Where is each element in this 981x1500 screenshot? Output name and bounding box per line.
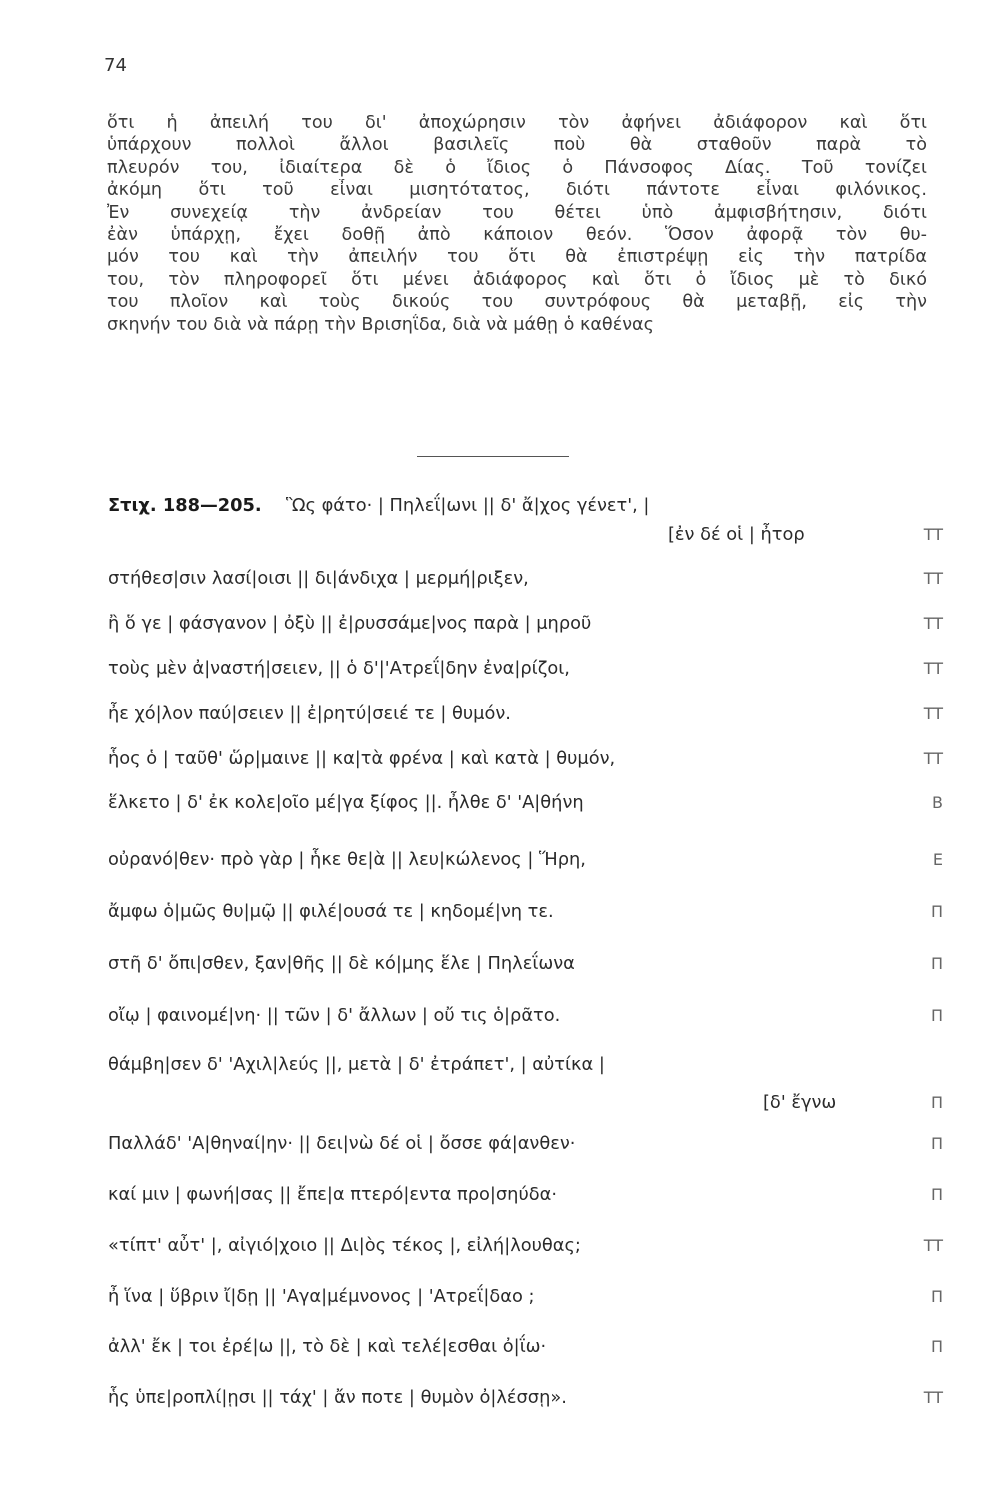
meter-mark: TT <box>923 659 943 678</box>
meter-mark: Π <box>930 902 943 921</box>
meter-mark: TT <box>923 1236 943 1255</box>
meter-mark: B <box>932 793 943 812</box>
verse-line <box>108 1001 943 1031</box>
verse-text: καί μιν | φωνή|σας || ἔπε|α πτερό|εντα προ|σηύδα· <box>108 1184 557 1205</box>
verse-text: [δ' ἔγνω <box>763 1092 837 1113</box>
prose-line: μόν του καὶ τὴν ἀπειλήν του ὅτι θὰ ἐπιστρέψῃ εἰς τὴν πατρίδα <box>107 247 927 268</box>
prose-line: του, τὸν πληροφορεῖ ὅτι μένει ἀδιάφορος καὶ ὅτι ὁ ἴδιος μὲ τὸ δικό <box>107 269 927 290</box>
verse-text: ἀλλ' ἔκ | τοι ἐρέ|ω ||, τὸ δὲ | καὶ τελέ|εσθαι ὀ|ΐω· <box>108 1336 547 1357</box>
prose-line: Ἐν συνεχείᾳ τὴν ἀνδρείαν του θέτει ὑπὸ ἀμφισβήτησιν, διότι <box>107 202 927 223</box>
meter-mark: TT <box>923 704 943 723</box>
verse-line <box>108 1050 943 1080</box>
verse-text: τοὺς μὲν ἀ|ναστή|σειεν, || ὁ δ'|'Ατρεΐ|δην ἐνα|ρίζοι, <box>108 658 570 679</box>
verse-line <box>108 491 943 521</box>
meter-mark: Π <box>930 1287 943 1306</box>
prose-line: ὑπάρχουν πολλοὶ ἄλλοι βασιλεῖς ποὺ θὰ σταθοῦν παρὰ τὸ <box>107 135 927 156</box>
verse-text: Ὣς φάτο· | Πηλεΐ|ωνι || δ' ἄ|χος γένετ', | <box>286 495 650 516</box>
verse-section <box>108 0 943 1500</box>
verse-line <box>108 1383 943 1413</box>
prose-line: του πλοῖον καὶ τοὺς δικούς του συντρόφους θὰ μεταβῇ, εἰς τὴν <box>107 292 927 313</box>
verse-line <box>108 845 943 875</box>
verse-line <box>108 609 943 639</box>
verse-line <box>108 1231 943 1261</box>
verse-text: ἦε χό|λον παύ|σειεν || ἐ|ρητύ|σειέ τε | θυμόν. <box>108 703 511 724</box>
verse-text: ἧς ὑπε|ροπλί|ῃσι || τάχ' | ἄν ποτε | θυμὸν ὀ|λέσσῃ». <box>108 1387 567 1408</box>
meter-mark: Π <box>930 954 943 973</box>
verse-text: οὐρανό|θεν· πρὸ γὰρ | ἧκε θε|ὰ || λευ|κώλενος | Ἥρη, <box>108 849 586 870</box>
verse-text: ἕλκετο | δ' ἐκ κολε|οῖο μέ|γα ξίφος ||. ἦλθε δ' 'Α|θήνη <box>108 792 584 813</box>
verse-text: ἄμφω ὁ|μῶς θυ|μῷ || φιλέ|ουσά τε | κηδομέ|νη τε. <box>108 901 554 922</box>
verse-line <box>108 699 943 729</box>
verse-line <box>108 520 943 550</box>
verse-text: ἢ ὅ γε | φάσγανον | ὀξὺ || ἐ|ρυσσάμε|νος παρὰ | μηροῦ <box>108 613 592 634</box>
meter-mark: Π <box>930 1093 943 1112</box>
meter-mark: Π <box>930 1337 943 1356</box>
verse-text: ἦ ἵνα | ὕβριν ἴ|δῃ || 'Αγα|μέμνονος | 'Ατρεΐ|δαο ; <box>108 1286 535 1307</box>
verse-text: [ἐν δέ οἱ | ἦτορ <box>668 524 805 545</box>
verse-text: οἴῳ | φαινομέ|νη· || τῶν | δ' ἄλλων | οὔ τις ὁ|ρᾶτο. <box>108 1005 561 1026</box>
meter-mark: Π <box>930 1006 943 1025</box>
verse-line <box>108 1129 943 1159</box>
meter-mark: E <box>932 850 943 869</box>
verse-text: στῆ δ' ὄπι|σθεν, ξαν|θῆς || δὲ κό|μης ἕλε | Πηλεΐωνα <box>108 953 575 974</box>
meter-mark: Π <box>930 1134 943 1153</box>
verse-line <box>108 788 943 818</box>
prose-line: σκηνήν του διὰ νὰ πάρῃ τὴν Βρισηΐδα, διὰ νὰ μάθῃ ὁ καθένας <box>107 314 654 335</box>
page-number: 74 <box>104 55 127 76</box>
prose-line: πλευρόν του, ἰδιαίτερα δὲ ὁ ἴδιος ὁ Πάνσοφος Δίας. Τοῦ τονίζει <box>107 157 927 178</box>
meter-mark: Π <box>930 1185 943 1204</box>
prose-line: ἐὰν ὑπάρχῃ, ἔχει δοθῇ ἀπὸ κάποιον θεόν. Ὅσον ἀφορᾷ τὸν θυ- <box>107 224 927 245</box>
verse-reference: Στιχ. 188—205. <box>108 495 262 516</box>
verse-line <box>108 949 943 979</box>
verse-line <box>108 744 943 774</box>
verse-line <box>108 564 943 594</box>
verse-line <box>108 1180 943 1210</box>
verse-line <box>108 1282 943 1312</box>
meter-mark: TT <box>923 749 943 768</box>
meter-mark: TT <box>923 1388 943 1407</box>
verse-text: «τίπτ' αὖτ' |, αἰγιό|χοιο || Δι|ὸς τέκος |, εἰλή|λουθας; <box>108 1235 581 1256</box>
meter-mark: TT <box>923 569 943 588</box>
meter-mark: TT <box>923 614 943 633</box>
prose-line: ὅτι ἡ ἀπειλή του δι' ἀποχώρησιν τὸν ἀφήνει ἀδιάφορον καὶ ὅτι <box>107 113 927 133</box>
meter-mark: TT <box>923 525 943 544</box>
verse-line <box>108 1088 943 1118</box>
verse-text: στήθεσ|σιν λασί|οισι || δι|άνδιχα | μερμή|ριξεν, <box>108 568 529 589</box>
prose-line: ἀκόμη ὅτι τοῦ εἶναι μισητότατος, διότι πάντοτε εἶναι φιλόνικος. <box>107 180 927 201</box>
verse-line <box>108 1332 943 1362</box>
verse-text: θάμβη|σεν δ' 'Αχιλ|λεύς ||, μετὰ | δ' ἐτράπετ', | αὐτίκα | <box>108 1054 605 1075</box>
verse-line <box>108 654 943 684</box>
verse-text: Παλλάδ' 'Α|θηναί|ην· || δει|νὼ δέ οἱ | ὄσσε φά|ανθεν· <box>108 1133 576 1154</box>
verse-text: ἧος ὁ | ταῦθ' ὥρ|μαινε || κα|τὰ φρένα | καὶ κατὰ | θυμόν, <box>108 748 616 769</box>
verse-line <box>108 897 943 927</box>
